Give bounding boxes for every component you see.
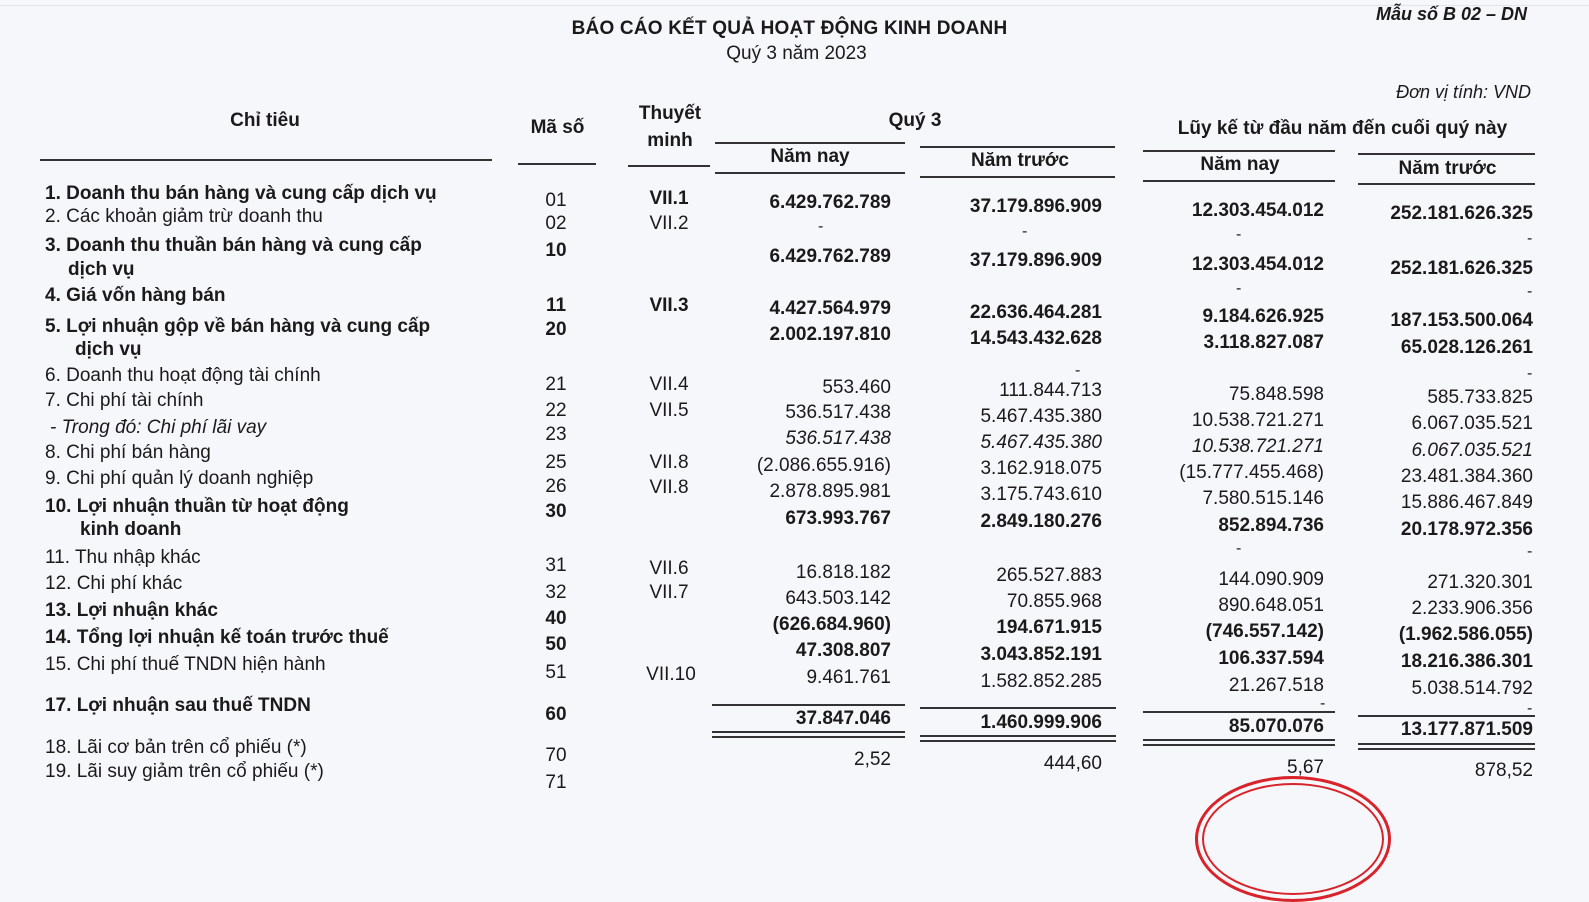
row-code: 23 xyxy=(545,424,567,445)
row-label: 4. Giá vốn hàng bán xyxy=(45,285,226,306)
header-ytd: Lũy kế từ đầu năm đến cuối quý này xyxy=(1177,118,1508,139)
row-label: - Trong đó: Chi phí lãi vay xyxy=(50,417,267,438)
cell-q-this: 6.429.762.789 xyxy=(769,246,891,267)
cell-q-this: 2.878.895.981 xyxy=(769,481,891,502)
row-note: VII.4 xyxy=(649,374,689,395)
cell-y-this: 85.070.076 xyxy=(1228,716,1324,737)
row-note: VII.10 xyxy=(646,664,696,685)
double-rule xyxy=(1143,739,1335,746)
header-rule xyxy=(1358,153,1535,155)
cell-y-this: 10.538.721.271 xyxy=(1191,410,1324,431)
cell-q-this: 6.429.762.789 xyxy=(769,192,891,213)
row-label-cont: dịch vụ xyxy=(75,339,142,360)
header-item: Chỉ tiêu xyxy=(230,110,300,131)
row-note: VII.5 xyxy=(649,400,689,421)
cell-y-this: 12.303.454.012 xyxy=(1191,254,1324,275)
cell-y-last: 15.886.467.849 xyxy=(1400,492,1533,513)
row-code: 71 xyxy=(545,772,567,793)
row-label: 12. Chi phí khác xyxy=(45,573,183,594)
header-note-line1: Thuyết xyxy=(638,103,702,124)
cell-y-last: 13.177.871.509 xyxy=(1400,719,1533,740)
cell-q-last: 194.671.915 xyxy=(996,617,1102,638)
header-rule xyxy=(1143,150,1335,152)
cell-q-last: 37.179.896.909 xyxy=(969,250,1102,271)
cell-y-this: 75.848.598 xyxy=(1228,384,1324,405)
row-note: VII.2 xyxy=(649,213,689,234)
cell-y-last: 2.233.906.356 xyxy=(1411,598,1533,619)
header-note-line2: minh xyxy=(647,130,693,151)
row-label: 7. Chi phí tài chính xyxy=(45,390,204,411)
cell-y-last: 6.067.035.521 xyxy=(1411,413,1533,434)
cell-q-last: 14.543.432.628 xyxy=(969,328,1102,349)
row-note: VII.7 xyxy=(649,582,689,603)
cell-y-this: 890.648.051 xyxy=(1218,595,1324,616)
row-code: 11 xyxy=(545,295,567,316)
dash-mark: - xyxy=(1527,543,1533,560)
dash-mark: - xyxy=(1236,540,1242,557)
cell-y-last: - xyxy=(1527,230,1533,247)
cell-y-last: 65.028.126.261 xyxy=(1400,337,1533,358)
cell-q-last: 111.844.713 xyxy=(999,380,1102,401)
row-label: 5. Lợi nhuận gộp về bán hàng và cung cấp xyxy=(45,316,431,337)
cell-q-last: 3.043.852.191 xyxy=(980,644,1102,665)
double-rule xyxy=(1358,743,1535,750)
cell-q-this: (626.684.960) xyxy=(772,614,891,635)
row-note: VII.8 xyxy=(649,452,689,473)
dash-mark: - xyxy=(1527,700,1533,717)
header-q-last-year: Năm trước xyxy=(970,150,1069,171)
row-note: VII.6 xyxy=(649,558,689,579)
cell-q-this: 673.993.767 xyxy=(785,508,891,529)
cell-y-last: 271.320.301 xyxy=(1427,572,1533,593)
cell-y-last: 585.733.825 xyxy=(1427,387,1533,408)
cell-q-last: 1.460.999.906 xyxy=(980,712,1102,733)
cell-q-this: 536.517.438 xyxy=(785,428,891,449)
cell-y-this: (15.777.455.468) xyxy=(1179,462,1324,483)
row-label: 17. Lợi nhuận sau thuế TNDN xyxy=(45,695,311,716)
cell-y-this: 10.538.721.271 xyxy=(1191,436,1324,457)
cell-y-last: 18.216.386.301 xyxy=(1400,651,1533,672)
row-code: 70 xyxy=(545,745,567,766)
dash-mark: - xyxy=(1320,695,1326,712)
row-label: 2. Các khoản giảm trừ doanh thu xyxy=(45,206,323,227)
dash-mark: - xyxy=(1527,365,1533,382)
cell-q-last: 2.849.180.276 xyxy=(980,511,1102,532)
report-period: Quý 3 năm 2023 xyxy=(726,43,867,64)
row-label: 14. Tổng lợi nhuận kế toán trước thuế xyxy=(45,627,389,648)
cell-y-last: 6.067.035.521 xyxy=(1411,440,1533,461)
cell-y-this: - xyxy=(1236,226,1242,243)
cell-q-last: 22.636.464.281 xyxy=(969,302,1102,323)
cell-q-this: 643.503.142 xyxy=(785,588,891,609)
total-rule xyxy=(712,704,905,706)
row-label: 18. Lãi cơ bản trên cổ phiếu (*) xyxy=(45,737,307,758)
row-code: 60 xyxy=(545,704,567,725)
header-q-this-year: Năm nay xyxy=(770,146,850,167)
header-quarter: Quý 3 xyxy=(888,110,942,131)
cell-q-this: 2,52 xyxy=(854,749,891,770)
row-code: 51 xyxy=(545,662,567,683)
row-label: 3. Doanh thu thuần bán hàng và cung cấp xyxy=(45,235,422,256)
cell-y-last: (1.962.586.055) xyxy=(1398,624,1533,645)
total-rule xyxy=(920,707,1116,709)
cell-q-last: 5.467.435.380 xyxy=(980,406,1102,427)
header-code: Mã số xyxy=(530,117,585,138)
cell-y-this: 144.090.909 xyxy=(1218,569,1324,590)
report-title: BÁO CÁO KẾT QUẢ HOẠT ĐỘNG KINH DOANH xyxy=(571,18,1008,39)
cell-q-last: - xyxy=(1022,223,1028,240)
row-note: VII.1 xyxy=(649,188,689,209)
row-note: VII.8 xyxy=(649,477,689,498)
cell-q-this: 37.847.046 xyxy=(795,708,891,729)
header-rule xyxy=(40,159,492,161)
row-label: 13. Lợi nhuận khác xyxy=(45,600,218,621)
cell-q-this: 553.460 xyxy=(822,377,891,398)
cell-y-last: 20.178.972.356 xyxy=(1400,519,1533,540)
total-rule xyxy=(1143,711,1335,713)
cell-q-last: 265.527.883 xyxy=(996,565,1102,586)
row-label-cont: kinh doanh xyxy=(80,519,182,540)
cell-y-this: 12.303.454.012 xyxy=(1191,200,1324,221)
cell-q-last: 3.175.743.610 xyxy=(980,484,1102,505)
cell-y-this: (746.557.142) xyxy=(1205,621,1324,642)
double-rule xyxy=(920,735,1116,742)
cell-q-this: 16.818.182 xyxy=(795,562,891,583)
cell-y-this: 106.337.594 xyxy=(1218,648,1324,669)
dash-mark: - xyxy=(1527,283,1533,300)
row-code: 40 xyxy=(545,608,567,629)
cell-y-last: 878,52 xyxy=(1474,760,1533,781)
double-rule xyxy=(712,731,905,738)
row-label: 1. Doanh thu bán hàng và cung cấp dịch vụ xyxy=(45,183,437,204)
cell-q-this: 2.002.197.810 xyxy=(769,324,891,345)
cell-q-this: 4.427.564.979 xyxy=(769,298,891,319)
row-code: 20 xyxy=(545,319,567,340)
row-label: 6. Doanh thu hoạt động tài chính xyxy=(45,365,321,386)
header-rule xyxy=(1358,183,1535,185)
row-note: VII.3 xyxy=(649,295,689,316)
row-label: 9. Chi phí quản lý doanh nghiệp xyxy=(45,468,314,489)
row-code: 10 xyxy=(545,240,567,261)
row-label: 8. Chi phí bán hàng xyxy=(45,442,211,463)
cell-q-last: 5.467.435.380 xyxy=(980,432,1102,453)
header-rule xyxy=(1143,180,1335,182)
row-code: 50 xyxy=(545,634,567,655)
cell-y-last: 23.481.384.360 xyxy=(1400,466,1533,487)
header-ytd-last-year: Năm trước xyxy=(1398,158,1497,179)
cell-q-this: 536.517.438 xyxy=(785,402,891,423)
cell-q-last: 1.582.852.285 xyxy=(980,671,1102,692)
row-code: 30 xyxy=(545,501,567,522)
cell-q-last: 37.179.896.909 xyxy=(969,196,1102,217)
cell-y-this: 21.267.518 xyxy=(1228,675,1324,696)
cell-y-last: 252.181.626.325 xyxy=(1390,203,1533,224)
row-label: 19. Lãi suy giảm trên cổ phiếu (*) xyxy=(45,761,324,782)
row-code: 21 xyxy=(545,374,567,395)
row-code: 02 xyxy=(545,213,567,234)
row-label: 11. Thu nhập khác xyxy=(45,547,201,568)
row-code: 22 xyxy=(545,400,567,421)
cell-y-this: 852.894.736 xyxy=(1218,515,1324,536)
cell-y-this: 9.184.626.925 xyxy=(1202,306,1324,327)
dash-mark: - xyxy=(1236,280,1242,297)
cell-y-last: 252.181.626.325 xyxy=(1390,258,1533,279)
form-code: Mẫu số B 02 – DN xyxy=(1375,4,1527,24)
company-seal-stamp xyxy=(1195,776,1391,902)
currency-unit: Đơn vị tính: VND xyxy=(1396,82,1531,102)
row-label: 10. Lợi nhuận thuần từ hoạt động xyxy=(45,496,349,517)
row-code: 01 xyxy=(545,190,567,211)
header-rule xyxy=(628,165,710,167)
cell-q-this: - xyxy=(818,218,824,235)
cell-q-this: 47.308.807 xyxy=(795,640,891,661)
cell-y-last: 187.153.500.064 xyxy=(1390,310,1533,331)
row-label-cont: dịch vụ xyxy=(68,259,135,280)
header-rule xyxy=(715,172,905,174)
cell-y-this: 7.580.515.146 xyxy=(1202,488,1324,509)
cell-q-last: 70.855.968 xyxy=(1006,591,1102,612)
dash-mark: - xyxy=(1075,362,1081,379)
header-rule xyxy=(920,146,1115,148)
header-rule xyxy=(518,163,596,165)
page-top-edge xyxy=(0,5,1589,6)
header-ytd-this-year: Năm nay xyxy=(1200,154,1280,175)
row-code: 32 xyxy=(545,582,567,603)
total-rule xyxy=(1358,715,1535,717)
cell-q-last: 444,60 xyxy=(1043,753,1102,774)
cell-q-this: (2.086.655.916) xyxy=(756,455,891,476)
row-code: 31 xyxy=(545,555,567,576)
header-rule xyxy=(715,142,905,144)
cell-q-last: 3.162.918.075 xyxy=(980,458,1102,479)
row-code: 25 xyxy=(545,452,567,473)
cell-y-this: 3.118.827.087 xyxy=(1203,332,1324,353)
row-label: 15. Chi phí thuế TNDN hiện hành xyxy=(45,654,326,675)
header-rule xyxy=(920,176,1115,178)
cell-y-last: 5.038.514.792 xyxy=(1411,678,1533,699)
cell-q-this: 9.461.761 xyxy=(806,667,891,688)
cell-y-this: 5,67 xyxy=(1287,757,1324,778)
row-code: 26 xyxy=(545,476,567,497)
